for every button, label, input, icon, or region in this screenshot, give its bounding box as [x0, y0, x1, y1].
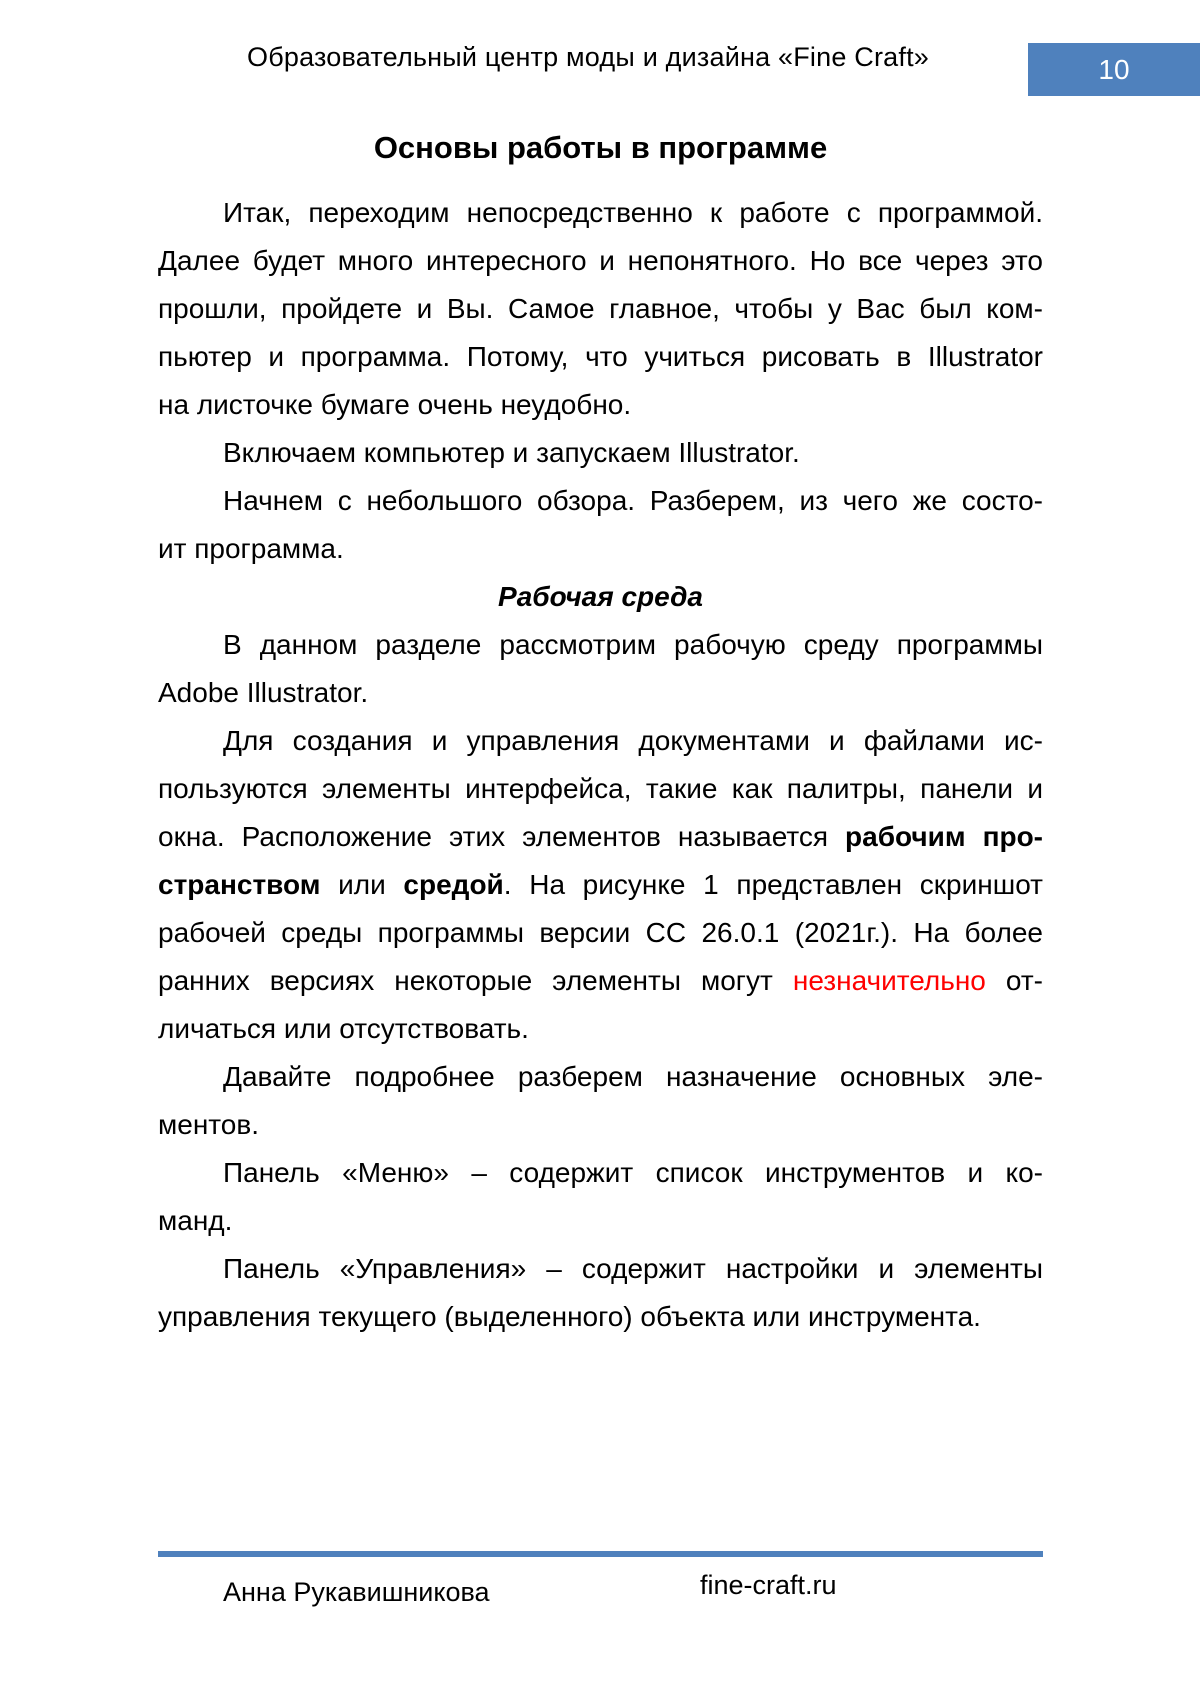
paragraph-line — [158, 669, 1043, 717]
page-number: 10 — [1098, 53, 1130, 85]
paragraph-line — [158, 1053, 1043, 1101]
section-subtitle: Рабочая среда — [498, 581, 703, 612]
footer-author: Анна Рукавишникова — [223, 1577, 490, 1607]
paragraph — [158, 477, 1043, 573]
paragraph-line — [158, 909, 1043, 957]
paragraph-line — [158, 1197, 1043, 1245]
paragraph-line — [158, 1293, 1043, 1341]
paragraph-line — [158, 1245, 1043, 1293]
paragraph-line — [158, 477, 1043, 525]
text-run: Включаем компьютер и запускаем Illustrator. — [223, 437, 800, 468]
paragraph-line — [158, 285, 1043, 333]
text-run: Начнем с небольшого обзора. Разберем, из чего же состо- — [223, 485, 1043, 516]
text-run: ментов. — [158, 1109, 260, 1140]
text-run: ранних версиях некоторые элементы могут — [158, 965, 793, 996]
text-run: личаться или отсутствовать. — [158, 1013, 529, 1044]
footer-website: fine-craft.ru — [700, 1570, 837, 1600]
paragraph — [158, 1053, 1043, 1149]
footer-divider — [158, 1551, 1043, 1557]
paragraph-line — [158, 381, 1043, 429]
text-run: окна. Расположение этих элементов называется — [158, 821, 846, 852]
paragraph — [158, 1245, 1043, 1341]
text-run: Панель «Управления» – содержит настройки и элементы — [223, 1253, 1043, 1284]
paragraph-line — [158, 1101, 1043, 1149]
paragraph — [158, 717, 1043, 1053]
text-run: Панель «Меню» – содержит список инструментов и ко- — [223, 1157, 1043, 1188]
paragraph-line — [158, 333, 1043, 381]
paragraph-line — [158, 765, 1043, 813]
text-run: пьютер и программа. Потому, что учиться рисовать в Illustrator — [158, 341, 1043, 372]
paragraph-line — [158, 717, 1043, 765]
text-run: прошли, пройдете и Вы. Самое главное, чтобы у Вас был ком- — [158, 293, 1043, 324]
text-run: В данном разделе рассмотрим рабочую среду программы — [223, 629, 1043, 660]
paragraph — [158, 1149, 1043, 1245]
text-run: Итак, переходим непосредственно к работе с программой. — [223, 197, 1043, 228]
page-number-badge — [1028, 43, 1200, 96]
bold-text: рабочим про- — [845, 821, 1044, 852]
text-run: Adobe Illustrator. — [158, 677, 369, 708]
text-run: пользуются элементы интерфейса, такие как палитры, панели и — [158, 773, 1043, 804]
text-run: на листочке бумаге очень неудобно. — [158, 389, 632, 420]
text-run: от- — [985, 965, 1044, 996]
paragraph-line — [158, 813, 1043, 861]
text-run: Для создания и управления документами и файлами ис- — [223, 725, 1043, 756]
text-run: манд. — [158, 1205, 233, 1236]
paragraph-line — [158, 189, 1043, 237]
body-text — [158, 189, 1043, 1341]
paragraph — [158, 429, 1043, 477]
paragraph — [158, 621, 1043, 717]
paragraph-line — [158, 621, 1043, 669]
paragraph-line — [158, 429, 1043, 477]
header-title: Образовательный центр моды и дизайна «Fine Craft» — [247, 42, 929, 72]
paragraph-line — [158, 1149, 1043, 1197]
section-title: Основы работы в программе — [373, 130, 828, 165]
paragraph-line — [158, 861, 1043, 909]
text-run: Давайте подробнее разберем назначение основных эле- — [223, 1061, 1043, 1092]
red-emphasis-text: незначительно — [792, 965, 986, 996]
text-run: ит программа. — [158, 533, 344, 564]
paragraph — [158, 189, 1043, 429]
paragraph-line — [158, 1005, 1043, 1053]
paragraph-line — [158, 957, 1043, 1005]
bold-text: странством — [158, 869, 321, 900]
paragraph-line — [158, 525, 1043, 573]
text-run: рабочей среды программы версии СС 26.0.1 (2021г.). На более — [158, 917, 1043, 948]
paragraph-line — [158, 237, 1043, 285]
text-run: управления текущего (выделенного) объекта или инструмента. — [158, 1301, 981, 1332]
text-run: или — [320, 869, 404, 900]
bold-text: средой — [403, 869, 504, 900]
text-run: . На рисунке 1 представлен скриншот — [503, 869, 1043, 900]
text-run: Далее будет много интересного и непонятного. Но все через это — [158, 245, 1043, 276]
